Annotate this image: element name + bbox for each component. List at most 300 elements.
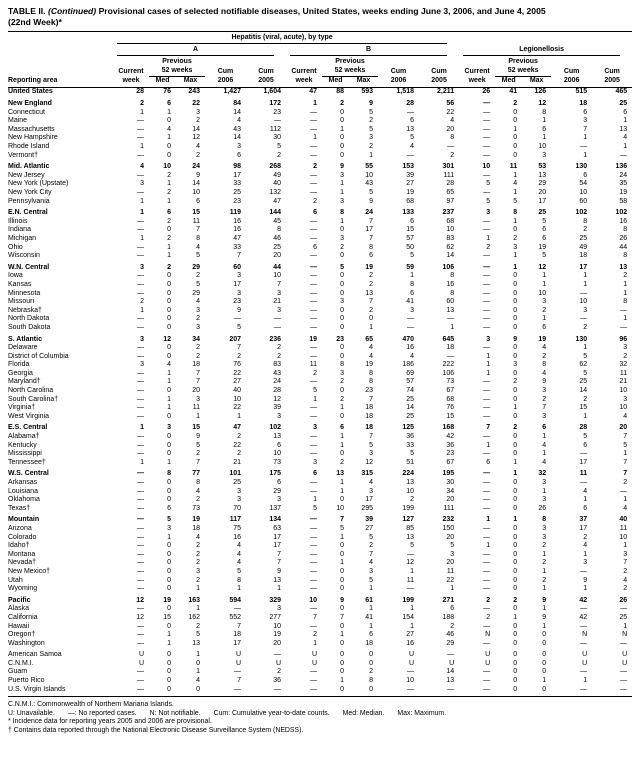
value-cell: 188 — [442, 613, 455, 621]
value-cell: 2 — [340, 395, 344, 403]
value-cell: 0 — [513, 306, 518, 314]
value-cell: 1 — [542, 550, 547, 558]
value-cell: 175 — [269, 470, 281, 478]
value-cell: — — [137, 470, 144, 478]
value-cell: 11 — [406, 576, 414, 584]
value-cell: 2 — [313, 369, 317, 377]
value-cell: — — [137, 585, 144, 593]
table-row — [8, 344, 632, 353]
value-cell: 2 — [140, 100, 144, 108]
value-cell: 2 — [196, 576, 200, 584]
value-cell: 0 — [340, 143, 344, 151]
value-cell: 315 — [361, 470, 373, 478]
value-cell: — — [137, 404, 144, 412]
value-cell: 65 — [365, 335, 373, 343]
value-cell: 9 — [196, 171, 200, 179]
value-cell: 20 — [192, 387, 200, 395]
value-cell: 44 — [273, 263, 281, 271]
value-cell: — — [310, 234, 317, 242]
value-cell: 0 — [513, 668, 518, 676]
table-row — [8, 378, 632, 387]
value-cell: 28 — [136, 88, 144, 96]
value-cell: 0 — [542, 651, 547, 659]
value-cell: 14 — [446, 668, 455, 676]
value-cell: 5 — [369, 576, 373, 584]
value-cell: — — [137, 677, 144, 685]
value-cell: 1 — [542, 677, 547, 685]
value-cell: 13 — [365, 289, 373, 297]
value-cell: 10 — [336, 504, 344, 512]
value-cell: — — [310, 677, 317, 685]
value-cell: 1 — [623, 450, 628, 458]
value-cell: — — [407, 550, 414, 558]
value-cell: 33 — [233, 180, 241, 188]
value-cell: 1 — [140, 306, 144, 314]
value-cell: 13 — [273, 576, 281, 584]
value-cell: 7 — [369, 433, 373, 441]
value-cell: 134 — [269, 516, 281, 524]
value-cell: 5 — [167, 516, 171, 524]
value-cell: 0 — [340, 639, 344, 647]
value-cell: 125 — [402, 424, 414, 432]
value-cell: 0 — [167, 272, 171, 280]
reporting-area-cell: Delaware — [8, 344, 38, 352]
value-cell: 2 — [542, 576, 547, 584]
value-cell: — — [137, 487, 144, 495]
value-cell: 60 — [233, 263, 241, 271]
value-cell: 3 — [513, 243, 518, 251]
value-cell: 271 — [442, 596, 455, 604]
value-cell: — — [246, 686, 286, 697]
value-cell: 0 — [340, 134, 344, 142]
reporting-area-cell: New York (Upstate) — [8, 180, 69, 188]
value-cell: 1 — [167, 243, 171, 251]
value-cell: 593 — [361, 88, 373, 96]
reporting-area-cell: C.N.M.I. — [8, 659, 34, 667]
reporting-area-cell: Idaho† — [8, 542, 30, 550]
value-cell: — — [483, 263, 491, 271]
reporting-area-cell: Mid. Atlantic — [8, 163, 50, 171]
value-cell: — — [137, 387, 144, 395]
value-cell: — — [620, 323, 628, 331]
value-cell: 2,211 — [436, 88, 455, 96]
value-cell: 19 — [406, 189, 414, 196]
value-cell: 0 — [322, 686, 349, 697]
table-row — [8, 370, 632, 379]
value-cell: 11 — [192, 404, 200, 412]
table-row — [8, 594, 632, 606]
value-cell: 2 — [542, 352, 547, 360]
value-cell: 6 — [450, 605, 455, 613]
header-group-b: B — [286, 44, 459, 56]
value-cell: 2 — [237, 352, 241, 360]
value-cell: — — [483, 289, 491, 297]
value-cell: 1 — [196, 651, 200, 659]
value-cell: — — [310, 180, 317, 188]
value-cell: 0 — [167, 387, 171, 395]
value-cell: 29 — [192, 289, 200, 297]
reporting-area-cell: Kentucky — [8, 441, 37, 449]
value-cell: 18 — [579, 252, 588, 260]
value-cell: — — [137, 369, 144, 377]
header-row-previous — [8, 56, 632, 66]
value-cell: 0 — [167, 487, 171, 495]
value-cell: 3 — [313, 424, 317, 432]
value-cell: 0 — [340, 323, 344, 331]
value-cell: — — [483, 412, 491, 420]
value-cell: 2 — [369, 280, 373, 288]
value-cell: 1 — [340, 631, 344, 639]
value-cell: 14 — [233, 134, 241, 142]
value-cell: U — [311, 651, 317, 659]
value-cell: 4 — [542, 344, 547, 352]
value-cell: 3 — [237, 272, 241, 280]
value-cell: — — [310, 542, 317, 550]
value-cell: — — [137, 479, 144, 486]
value-cell: — — [137, 344, 144, 352]
value-cell: 24 — [192, 163, 200, 171]
value-cell: 0 — [340, 412, 344, 420]
value-cell: 2 — [167, 189, 171, 196]
value-cell: — — [137, 622, 144, 630]
value-cell: — — [483, 252, 491, 260]
table-row — [8, 226, 632, 235]
value-cell: 6 — [313, 470, 317, 478]
value-cell: — — [310, 585, 317, 593]
value-cell: 0 — [340, 306, 344, 314]
value-cell: 0 — [167, 306, 171, 314]
value-cell: 20 — [273, 252, 281, 260]
value-cell: 13 — [406, 533, 414, 541]
value-cell: 10 — [273, 450, 281, 458]
value-cell: 0 — [167, 668, 171, 676]
value-cell: 5 — [237, 567, 241, 575]
reporting-area-cell: Hawaii — [8, 622, 30, 630]
value-cell: 53 — [538, 163, 547, 171]
value-cell: 515 — [575, 88, 588, 96]
value-cell: 23 — [233, 298, 241, 306]
value-cell: 4 — [237, 117, 241, 125]
value-cell: 3 — [237, 496, 241, 504]
value-cell: 40 — [273, 180, 281, 188]
reporting-area-cell: Florida — [8, 361, 30, 369]
value-cell: 0 — [340, 567, 344, 575]
reporting-area-cell: E.N. Central — [8, 209, 48, 217]
header-empty-cell — [8, 66, 113, 77]
value-cell: U — [485, 651, 491, 659]
value-cell: 3 — [167, 424, 171, 432]
reporting-area-cell: Rhode Island — [8, 143, 50, 151]
value-cell: 195 — [442, 470, 455, 478]
reporting-area-cell: South Carolina† — [8, 395, 59, 403]
value-cell: — — [483, 100, 491, 108]
value-cell: 237 — [442, 209, 455, 217]
value-cell: — — [580, 479, 588, 486]
value-cell: 6 — [313, 243, 317, 251]
value-cell: 20 — [446, 533, 455, 541]
value-cell: 1 — [140, 209, 144, 217]
value-cell: 301 — [442, 163, 455, 171]
value-cell: 6 — [410, 117, 414, 125]
value-cell: — — [447, 651, 455, 659]
value-cell: 18 — [365, 404, 373, 412]
value-cell: — — [137, 352, 144, 360]
value-cell: 11 — [579, 470, 588, 478]
table-row — [8, 488, 632, 497]
value-cell: 3 — [277, 496, 281, 504]
value-cell: 4 — [237, 542, 241, 550]
table-row — [8, 525, 632, 534]
value-cell: — — [483, 504, 491, 512]
value-cell: 6 — [542, 125, 547, 133]
value-cell: 13 — [446, 677, 455, 685]
value-cell: 8 — [542, 516, 547, 524]
value-cell: 127 — [402, 516, 414, 524]
value-cell: 0 — [513, 450, 518, 458]
value-cell: 1 — [542, 280, 547, 288]
value-cell: 199 — [402, 504, 414, 512]
value-cell: 0 — [513, 677, 518, 685]
value-cell: 16 — [233, 217, 241, 225]
value-cell: 2 — [313, 631, 317, 639]
value-cell: 13 — [336, 470, 344, 478]
value-cell: 84 — [233, 100, 241, 108]
value-cell: 2 — [369, 272, 373, 280]
value-cell: 3 — [340, 298, 344, 306]
value-cell: 0 — [522, 686, 551, 697]
reporting-area-cell: West Virginia — [8, 412, 49, 420]
reporting-area-cell: Kansas — [8, 280, 32, 288]
value-cell: 1 — [140, 197, 144, 205]
value-cell: — — [580, 289, 588, 297]
reporting-area-cell: Massachusetts — [8, 125, 55, 133]
value-cell: 22 — [192, 100, 200, 108]
value-cell: 14 — [446, 252, 455, 260]
header-row-sub — [8, 77, 632, 88]
value-cell: 1 — [167, 134, 171, 142]
value-cell: 7 — [369, 217, 373, 225]
value-cell: 43 — [233, 125, 241, 133]
value-cell: 8 — [369, 378, 373, 386]
reporting-area-cell: New Jersey — [8, 171, 45, 179]
value-cell: 1 — [513, 263, 518, 271]
value-cell: 1 — [486, 441, 491, 449]
value-cell: 1 — [513, 217, 518, 225]
value-cell: 0 — [513, 542, 518, 550]
value-cell: — — [459, 686, 495, 697]
reporting-area-cell: Puerto Rico — [8, 677, 45, 685]
value-cell: 0 — [167, 344, 171, 352]
value-cell: U — [622, 659, 628, 667]
header-row-groups — [8, 44, 632, 56]
reporting-area-cell: Oklahoma — [8, 496, 40, 504]
value-cell: 8 — [623, 252, 628, 260]
value-cell: 43 — [365, 180, 373, 188]
value-cell: 39 — [273, 404, 281, 412]
value-cell: 2 — [486, 243, 491, 251]
value-cell: 144 — [269, 209, 281, 217]
table-title-week: (22nd Week)* — [8, 17, 62, 27]
value-cell: — — [137, 252, 144, 260]
value-cell: 6 — [313, 209, 317, 217]
value-cell: 2 — [277, 352, 281, 360]
value-cell: 0 — [167, 559, 171, 567]
value-cell: 17 — [579, 458, 588, 466]
value-cell: 6 — [486, 458, 491, 466]
header-current-b: Current — [291, 68, 317, 76]
value-cell: 10 — [446, 226, 455, 234]
value-cell: 0 — [167, 323, 171, 331]
value-cell: 3 — [410, 306, 414, 314]
value-cell: — — [137, 559, 144, 567]
value-cell: 1 — [167, 108, 171, 116]
value-cell: 2 — [486, 613, 491, 621]
footnote-legend — [8, 710, 632, 719]
value-cell: — — [137, 450, 144, 458]
value-cell: — — [310, 550, 317, 558]
value-cell: 1,427 — [223, 88, 241, 96]
value-cell: 1 — [513, 171, 518, 179]
value-cell: — — [310, 533, 317, 541]
value-cell: 43 — [273, 369, 281, 377]
value-cell: — — [137, 504, 144, 512]
value-cell: 42 — [446, 433, 455, 441]
value-cell: U — [485, 659, 491, 667]
value-cell: — — [447, 143, 455, 151]
value-cell: 2 — [410, 496, 414, 504]
table-row — [8, 290, 632, 299]
value-cell: 1 — [542, 605, 547, 613]
value-cell: 10 — [406, 487, 414, 495]
value-cell: 7 — [369, 234, 373, 242]
value-cell: 3 — [196, 395, 200, 403]
value-cell: — — [580, 668, 588, 676]
value-cell: 5 — [237, 323, 241, 331]
value-cell: 22 — [233, 369, 241, 377]
value-cell: 4 — [410, 143, 414, 151]
value-cell: 4 — [583, 487, 588, 495]
value-cell: 10 — [233, 395, 241, 403]
table-row — [8, 496, 632, 505]
value-cell: 7 — [196, 458, 200, 466]
value-cell: 1 — [486, 542, 491, 550]
value-cell: — — [137, 550, 144, 558]
value-cell: — — [483, 298, 491, 306]
value-cell: 2 — [486, 596, 491, 604]
value-cell: 5 — [313, 387, 317, 395]
header-previous-a: Previous — [162, 57, 192, 65]
value-cell: 9 — [237, 306, 241, 314]
value-cell: — — [137, 125, 144, 133]
value-cell: 2 — [450, 151, 455, 159]
value-cell: 18 — [365, 424, 373, 432]
value-cell: 2 — [513, 596, 518, 604]
value-cell: 7 — [196, 369, 200, 377]
reporting-area-cell: Alaska — [8, 605, 30, 613]
value-cell: 3 — [277, 412, 281, 420]
reporting-area-cell: S. Atlantic — [8, 335, 42, 343]
value-cell: 22 — [446, 576, 455, 584]
header-empty-cell — [8, 32, 113, 45]
value-cell: 1 — [542, 585, 547, 593]
value-cell: — — [483, 605, 491, 613]
value-cell: 3 — [542, 298, 547, 306]
value-cell: 2 — [369, 542, 373, 550]
value-cell: 7 — [196, 378, 200, 386]
value-cell: 13 — [538, 171, 547, 179]
value-cell: — — [310, 252, 317, 260]
value-cell: 0 — [167, 412, 171, 420]
value-cell: 20 — [619, 424, 628, 432]
value-cell: 0 — [340, 151, 344, 159]
value-cell: 1 — [542, 567, 547, 575]
value-cell: — — [620, 151, 628, 159]
reporting-area-cell: California — [8, 613, 38, 621]
reporting-area-cell: Pacific — [8, 596, 31, 604]
value-cell: 17 — [233, 639, 241, 647]
value-cell: 10 — [619, 387, 628, 395]
legend-item: Med: Median. — [342, 709, 385, 717]
table-row — [8, 218, 632, 227]
table-title — [8, 6, 632, 28]
table-row — [8, 134, 632, 143]
value-cell: 8 — [277, 226, 281, 234]
value-cell: 1 — [340, 559, 344, 567]
value-cell: — — [620, 487, 628, 495]
value-cell: 4 — [542, 458, 547, 466]
value-cell: 2 — [340, 378, 344, 386]
value-cell: 2 — [196, 315, 200, 323]
reporting-area-cell: Montana — [8, 550, 36, 558]
hepatitis-span-label: Hepatitis (viral, acute), by type — [231, 33, 333, 41]
value-cell: 7 — [277, 559, 281, 567]
table-row — [8, 686, 632, 697]
value-cell: 12 — [538, 100, 547, 108]
value-cell: 47 — [233, 424, 241, 432]
value-cell: 5 — [369, 108, 373, 116]
value-cell: 10 — [406, 677, 414, 685]
value-cell: 1 — [513, 125, 518, 133]
header-max-a: Max — [176, 77, 205, 88]
value-cell: 5 — [196, 631, 200, 639]
value-cell: 57 — [406, 234, 414, 242]
value-cell: — — [310, 306, 317, 314]
value-cell: 102 — [575, 209, 588, 217]
value-cell: 0 — [340, 352, 344, 360]
value-cell: — — [483, 189, 491, 196]
value-cell: 4 — [623, 576, 628, 584]
value-cell: 3 — [369, 567, 373, 575]
value-cell: 1 — [340, 217, 344, 225]
table-row — [8, 244, 632, 253]
value-cell: 0 — [340, 280, 344, 288]
value-cell: 27 — [233, 378, 241, 386]
value-cell: 136 — [615, 163, 628, 171]
value-cell: 6 — [167, 504, 171, 512]
value-cell: 22 — [233, 441, 241, 449]
value-cell: 13 — [446, 306, 455, 314]
value-cell: 4 — [513, 180, 518, 188]
value-cell: 1 — [167, 404, 171, 412]
value-cell: 162 — [188, 613, 200, 621]
value-cell: — — [310, 576, 317, 584]
table-row — [8, 623, 632, 632]
value-cell: 2 — [542, 542, 547, 550]
value-cell: 19 — [619, 189, 628, 196]
table-row — [8, 88, 632, 97]
value-cell: — — [310, 567, 317, 575]
value-cell: 10 — [579, 298, 588, 306]
